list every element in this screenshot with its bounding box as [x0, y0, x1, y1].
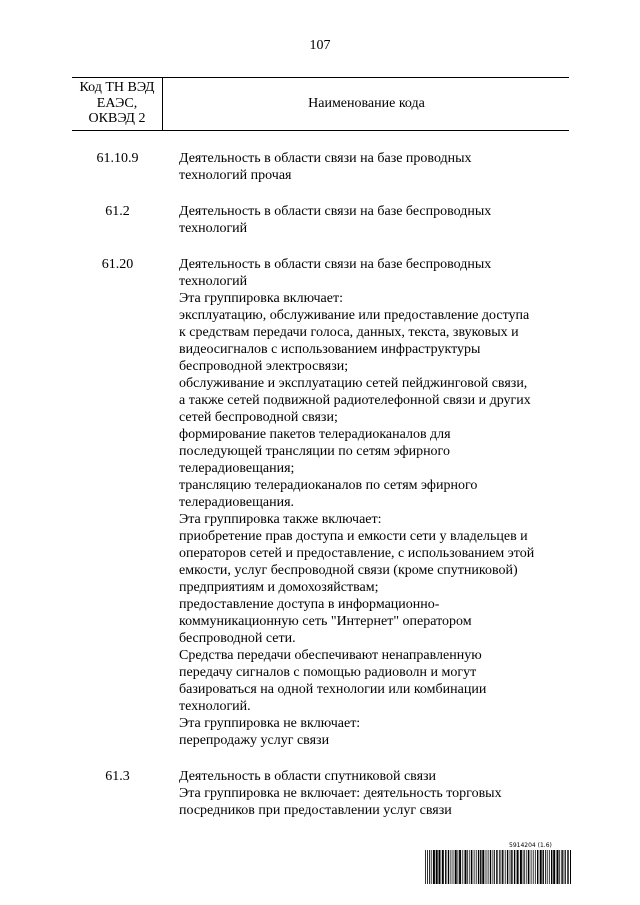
entry-text-line: перепродажу услуг связи — [179, 733, 330, 748]
entry-text-line: беспроводной сети. — [179, 631, 296, 646]
entry-text-line: операторов сетей и предоставление, с использованием этой — [179, 546, 535, 561]
code-entry — [72, 203, 569, 237]
entry-text-line: последующей трансляции по сетям эфирного — [179, 444, 450, 459]
entry-text-line: приобретение прав доступа и емкости сети у владельцев и — [179, 529, 528, 544]
entry-code: 61.3 — [105, 769, 130, 784]
entry-text-line: сетей беспроводной связи; — [179, 410, 338, 425]
header-name-column — [164, 78, 569, 130]
entry-text-line: телерадиовещания; — [179, 461, 295, 476]
entry-text-line: предприятиям и домохозяйствам; — [179, 580, 379, 595]
entry-text-line: передачу сигналов с помощью радиоволн и могут — [179, 665, 477, 680]
entry-description — [163, 203, 569, 237]
entry-description — [163, 150, 569, 184]
table-header — [72, 77, 569, 131]
entry-description — [163, 256, 569, 749]
code-entry — [72, 256, 569, 749]
code-entries — [72, 150, 569, 838]
entry-description — [163, 768, 569, 819]
entry-text-line: технологий. — [179, 699, 251, 714]
entry-code: 61.2 — [105, 204, 130, 219]
header-name-label: Наименование кода — [308, 96, 425, 111]
entry-code: 61.10.9 — [96, 151, 139, 166]
entry-text-line: беспроводной электросвязи; — [179, 359, 349, 374]
barcode-image — [425, 850, 571, 884]
header-code-line: ОКВЭД 2 — [88, 111, 146, 126]
entry-text-line: технологий — [179, 274, 248, 289]
entry-text-line: Эта группировка включает: — [179, 291, 343, 306]
entry-text-line: Деятельность в области связи на базе проводных — [179, 151, 472, 166]
entry-text-line: Эта группировка также включает: — [179, 512, 382, 527]
header-code-line: Код ТН ВЭД — [79, 80, 155, 95]
entry-text-line: а также сетей подвижной радиотелефонной связи и других — [179, 393, 531, 408]
code-entry — [72, 150, 569, 184]
barcode-caption: 5914204 (1.6) — [509, 842, 552, 849]
entry-text-line: Эта группировка не включает: деятельность торговых — [179, 786, 502, 801]
entry-text-line: Деятельность в области спутниковой связи — [179, 769, 437, 784]
entry-text-line: Деятельность в области связи на базе беспроводных — [179, 257, 492, 272]
header-code-column — [72, 78, 163, 130]
entry-text-line: посредников при предоставлении услуг связи — [179, 803, 452, 818]
entry-text-line: технологий прочая — [179, 168, 292, 183]
entry-text-line: коммуникационную сеть "Интернет" оператором — [179, 614, 472, 629]
entry-text-line: эксплуатацию, обслуживание или предоставление доступа — [179, 308, 530, 323]
entry-text-line: к средствам передачи голоса, данных, текста, звуковых и — [179, 325, 519, 340]
entry-text-line: Средства передачи обеспечивают ненаправленную — [179, 648, 482, 663]
entry-text-line: видеосигналов с использованием инфраструктуры — [179, 342, 481, 357]
entry-text-line: Деятельность в области связи на базе беспроводных — [179, 204, 492, 219]
entry-text-line: телерадиовещания. — [179, 495, 295, 510]
header-code-line: ЕАЭС, — [96, 95, 138, 111]
entry-text-line: базироваться на одной технологии или комбинации — [179, 682, 487, 697]
entry-text-line: емкости, услуг беспроводной связи (кроме спутниковой) — [179, 563, 518, 578]
entry-text-line: трансляцию телерадиоканалов по сетям эфирного — [179, 478, 478, 493]
entry-code: 61.20 — [101, 257, 134, 272]
page-number: 107 — [309, 38, 331, 53]
entry-text-line: обслуживание и эксплуатацию сетей пейджинговой связи, — [179, 376, 528, 391]
entry-text-line: технологий — [179, 221, 248, 236]
entry-text-line: предоставление доступа в информационно- — [179, 597, 440, 612]
code-entry — [72, 768, 569, 819]
entry-text-line: Эта группировка не включает: — [179, 716, 361, 731]
entry-text-line: формирование пакетов телерадиоканалов для — [179, 427, 451, 442]
